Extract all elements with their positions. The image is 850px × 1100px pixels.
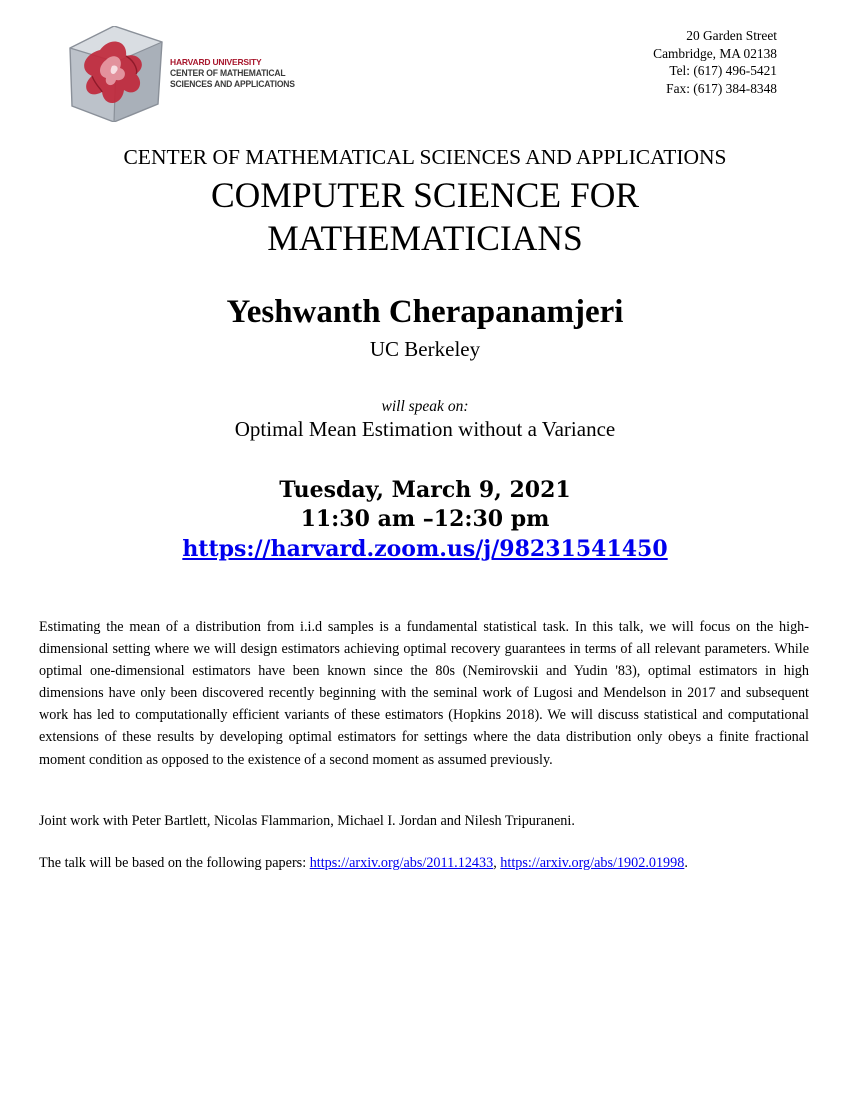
series-title-line2: MATHEMATICIANS bbox=[267, 218, 583, 258]
papers-separator: , bbox=[493, 855, 501, 871]
paper-link-1[interactable]: https://arxiv.org/abs/2011.12433 bbox=[309, 855, 494, 871]
address-tel: Tel: (617) 496-5421 bbox=[669, 63, 777, 79]
logo-center-line: CENTER OF MATHEMATICAL bbox=[170, 68, 286, 78]
series-title bbox=[0, 174, 850, 260]
address-street: 20 Garden Street bbox=[686, 28, 777, 43]
joint-work-note: Joint work with Peter Bartlett, Nicolas Flammarion, Michael I. Jordan and Nilesh Tripuraneni. bbox=[39, 813, 575, 829]
logo-university: HARVARD UNIVERSITY bbox=[170, 57, 262, 67]
papers-note bbox=[39, 855, 688, 872]
center-name: CENTER OF MATHEMATICAL SCIENCES AND APPLICATIONS bbox=[123, 145, 727, 169]
zoom-link[interactable]: https://harvard.zoom.us/j/98231541450 bbox=[182, 536, 668, 562]
address-fax: Fax: (617) 384-8348 bbox=[666, 80, 777, 96]
logo-sciences-line: SCIENCES AND APPLICATIONS bbox=[170, 79, 295, 89]
speaker-affiliation: UC Berkeley bbox=[369, 337, 481, 361]
event-time: 11:30 am –12:30 pm bbox=[300, 506, 550, 532]
address-city: Cambridge, MA 02138 bbox=[653, 45, 777, 61]
speaker-name: Yeshwanth Cherapanamjeri bbox=[226, 294, 624, 330]
papers-intro: The talk will be based on the following papers: bbox=[39, 855, 310, 871]
event-date: Tuesday, March 9, 2021 bbox=[279, 477, 571, 503]
zoom-link-row bbox=[0, 536, 850, 562]
talk-intro: will speak on: bbox=[381, 398, 469, 415]
series-title-line1: COMPUTER SCIENCE FOR bbox=[210, 175, 640, 215]
address-block bbox=[653, 27, 777, 97]
abstract-paragraph: Estimating the mean of a distribution from i.i.d samples is a fundamental statistical task. In this talk, we will focus on the high-dimensional setting where we will design estimators achieving optimal recovery guarantees in terms of all relevant parameters. While optimal one-dimensional estimators have been known since the 80s (Nemirovskii and Yudin '83), optimal estimators in high dimensions have only been discovered recently beginning with the seminal work of Lugosi and Mendelson in 2017 and subsequent work has led to computationally efficient variants of these estimators (Hopkins 2018). We will discuss statistical and computational extensions of these results by developing optimal estimators for settings where the data distribution only obeys a finite fractional moment condition as opposed to the existence of a second moment as assumed previously. bbox=[39, 619, 809, 768]
talk-title: Optimal Mean Estimation without a Variance bbox=[234, 417, 616, 441]
cmsa-cube-icon bbox=[66, 26, 166, 122]
logo-text bbox=[170, 57, 306, 90]
papers-end: . bbox=[684, 855, 688, 871]
cmsa-logo bbox=[66, 26, 296, 122]
paper-link-2[interactable]: https://arxiv.org/abs/1902.01998 bbox=[500, 855, 685, 871]
